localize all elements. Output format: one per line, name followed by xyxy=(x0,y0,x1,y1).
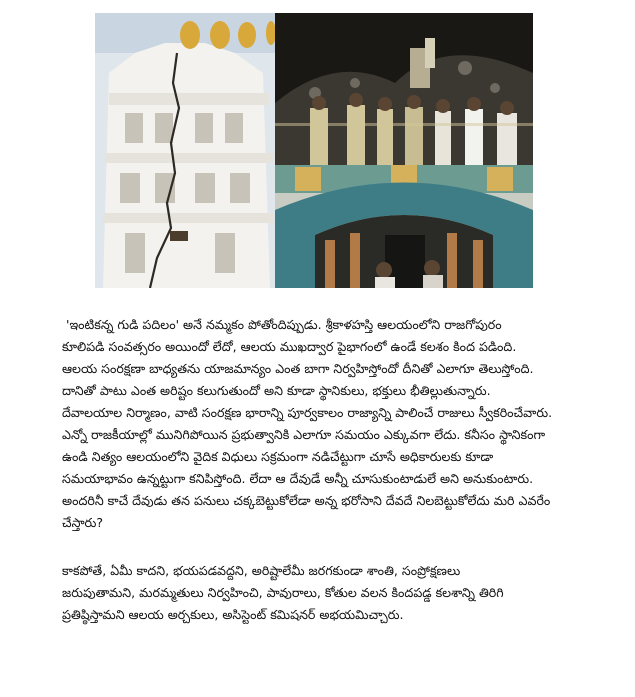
text-line: దానితో పాటు ఎంత అరిష్టం కలుగుతుందో అని కూడా స్థానికులు, భక్తులు భీతిల్లుతున్నారు. xyxy=(62,383,491,398)
photo-collage xyxy=(95,13,533,288)
text-line: ఉండి నిత్యం ఆలయంలోని వైదిక విధులు సక్రమంగా నడిచేట్టుగా చూసే అధికారులకు కూడా xyxy=(62,449,494,464)
text-line: కూలిపడి సంవత్సరం అయిందో లేదో, ఆలయ ముఖద్వార పైభాగంలో ఉండే కలశం కింద పడింది. xyxy=(62,339,517,354)
temple-gopuram-photo xyxy=(95,13,275,288)
text-line: దేవాలయాల నిర్మాణం, వాటి సంరక్షణ భారాన్ని పూర్వకాలం రాజ్యాన్ని పాలించే రాజులు స్వీకరించేవారు. xyxy=(62,405,553,420)
temple-arch-photo xyxy=(275,165,533,288)
text-line: జరుపుతామని, మరమ్మతులు నిర్వహించి, పావురాలు, కోతుల వలన కిందపడ్డ కలశాన్ని తిరిగి xyxy=(62,585,504,600)
text-line: అందరినీ కాచే దేవుడు తన పనులు చక్కబెట్టుకోలేడా అన్న భరోసాని దేవదే నిలబెట్టుకోలేదు మరి ఎవరేం xyxy=(62,493,551,508)
text-line: 'ఇంటికన్న గుడి పదిలం' అనే నమ్మకం పోతోందిప్పుడు. శ్రీకాళహస్తి ఆలయంలోని రాజగోపురం xyxy=(66,317,502,332)
text-line: ఆలయ సంరక్షణా బాధ్యతను యాజమాన్యం ఎంత బాగా నిర్వహిస్తోందో దీనితో ఎలాగూ తెలుస్తోంది. xyxy=(62,361,534,376)
text-line: చేస్తారు? xyxy=(62,515,104,530)
text-line: ప్రతిష్ఠిస్తామని ఆలయ అర్చకులు, అసిస్టెంట్ కమిషనర్ అభయమిచ్చారు. xyxy=(62,607,404,622)
night-collapse-photo xyxy=(275,13,533,165)
text-line: ఎన్నో రాజకీయాల్లో మునిగిపోయిన ప్రభుత్వానికి ఎలాగూ సమయం ఎక్కువగా లేదు. కనీసం స్థానికంగా xyxy=(62,427,546,442)
text-line: కాకపోతే, ఏమీ కాదని, భయపడవద్దని, అరిష్టాలేమీ జరగకుండా శాంతి, సంప్రోక్షణలు xyxy=(62,563,461,578)
text-line: సమయాభావం ఉన్నట్టుగా కనిపిస్తోంది. లేదా ఆ దేవుడే అన్నీ చూసుకుంటాడులే అని అనుకుంటారు. xyxy=(62,471,534,486)
